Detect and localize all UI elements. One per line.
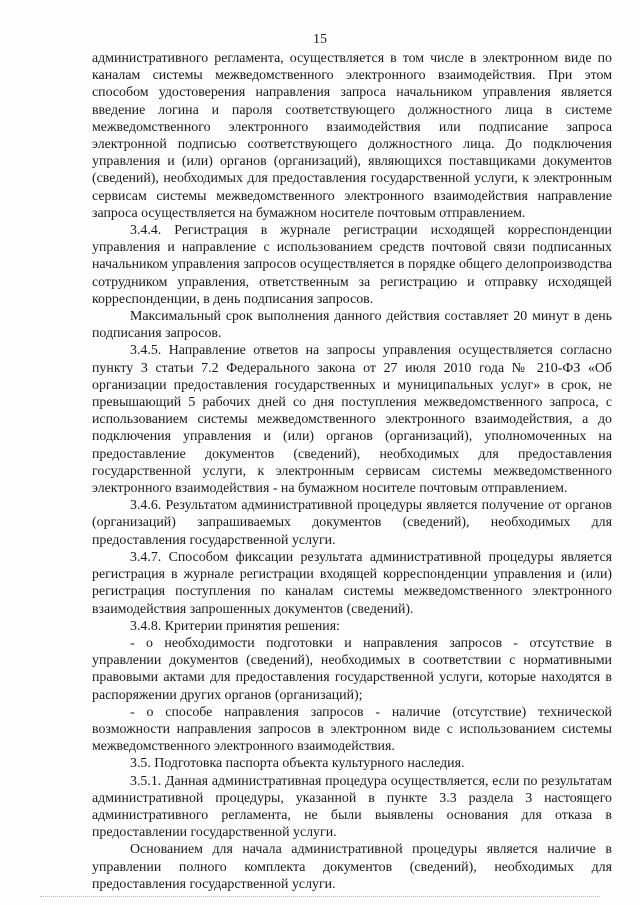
list-item-criterion-2: - о способе направления запросов - наличие (отсутствие) технической возможности направления запросов в электронном виде с использованием системы межведомственного электронного взаимодействия. [92, 704, 612, 755]
paragraph-max-time: Максимальный срок выполнения данного действия составляет 20 минут в день подписания запросов. [92, 309, 612, 342]
scan-edge-line [40, 896, 600, 897]
paragraph-3-4-5: 3.4.5. Направление ответов на запросы управления осуществляется согласно пункту 3 статьи 7.2 Федерального закона от 27 июля 2010 года № 210-ФЗ «Об организации предоставления государственных и муниципальных услуг» в срок, не превышающий 5 рабочих дней со дня поступления межведомственного запроса, с использованием системы межведомственного электронного взаимодействия, а до подключения управления и (или) органов (организаций), уполномоченных на предоставление документов (сведений), необходимых для предоставления государственной услуги, к электронным сервисам системы межведомственного электронного взаимодействия - на бумажном носителе почтовым отправлением. [92, 343, 612, 497]
paragraph-3-4-7: 3.4.7. Способом фиксации результата административной процедуры является регистрация в журнале регистрации входящей корреспонденции управления и (или) регистрация поступления по каналам системы межведомственного электронного взаимодействия запрошенных документов (сведений). [92, 549, 612, 617]
paragraph-3-4-6: 3.4.6. Результатом административной процедуры является получение от органов (организаций) запрашиваемых документов (сведений), необходимых для предоставления государственной услуги. [92, 498, 612, 548]
paragraph-basis: Основанием для начала административной процедуры является наличие в управлении полного комплекта документов (сведений), необходимых для предоставления государственной услуги. [92, 842, 612, 892]
paragraph-3-4-4: 3.4.4. Регистрация в журнале регистрации исходящей корреспонденции управления и направление с использованием средств почтовой связи подписанных начальником управления запросов осуществляется в порядке общего делопроизводства сотрудником управления, ответственным за регистрацию и отправку исходящей корреспонденции, в день подписания запросов. [92, 223, 612, 307]
paragraph-3-5-1: 3.5.1. Данная административная процедура осуществляется, если по результатам административной процедуры, указанной в пункте 3.3 раздела 3 настоящего административного регламента, не были выявлены основания для отказа в предоставлении государственной услуги. [92, 773, 612, 841]
paragraph-3-4-8: 3.4.8. Критерии принятия решения: [130, 618, 340, 634]
section-heading-3-5: 3.5. Подготовка паспорта объекта культурного наследия. [130, 756, 465, 772]
list-item-criterion-1: - о необходимости подготовки и направления запросов - отсутствие в управлении документов (сведений), необходимых в соответствии с нормативными правовыми актами для предоставления государственной услуги, которые находятся в распоряжении других органов (организаций); [92, 635, 612, 703]
paragraph-continuation: административного регламента, осуществляется в том числе в электронном виде по каналам системы межведомственного электронного взаимодействия. При этом способом удостоверения направления запроса начальником управления является введение логина и пароля соответствующего должностного лица в системе межведомственного электронного взаимодействия или подписание запроса электронной подписью соответствующего должностного лица. До подключения управления и (или) органов (организаций), являющихся поставщиками документов (сведений), необходимых для предоставления государственной услуги, к электронным сервисам системы межведомственного электронного взаимодействия направление запроса осуществляется на бумажном носителе почтовым отправлением. [92, 51, 612, 221]
page-number: 15 [313, 32, 327, 47]
document-body [92, 50, 612, 893]
